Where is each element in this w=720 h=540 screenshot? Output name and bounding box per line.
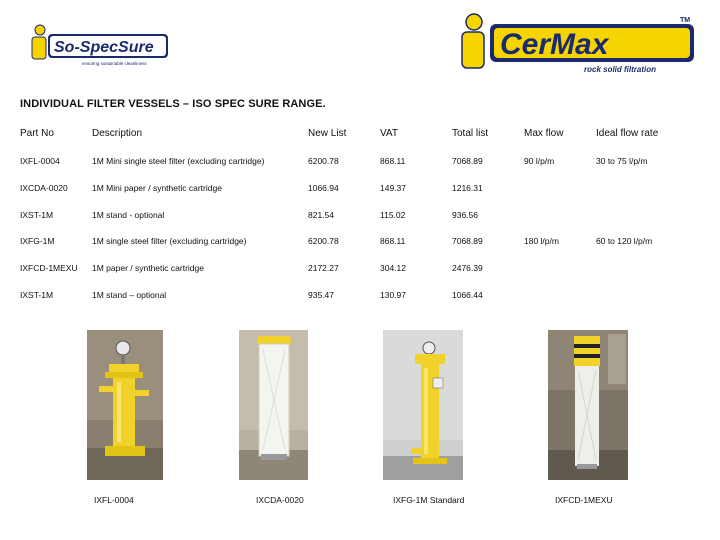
cell-new-list: 6200.78 (308, 156, 339, 166)
cell-vat: 304.12 (380, 263, 406, 273)
cell-description: 1M Mini single steel filter (excluding cartridge) (92, 156, 265, 166)
cell-description: 1M stand – optional (92, 290, 167, 300)
svg-text:CerMax: CerMax (500, 28, 609, 61)
cell-new-list: 821.54 (308, 210, 334, 220)
cell-new-list: 2172.27 (308, 263, 339, 273)
cell-total-list: 936.56 (452, 210, 478, 220)
cell-total-list: 1066.44 (452, 290, 483, 300)
header-max-flow: Max flow (524, 128, 564, 139)
cell-max-flow: 90 l/p/m (524, 156, 555, 166)
cell-part-no: IXFL-0004 (20, 156, 60, 166)
cell-max-flow: 180 l/p/m (524, 236, 559, 246)
photo-caption: IXFL-0004 (94, 495, 134, 505)
header-total-list: Total list (452, 128, 489, 139)
svg-text:So-SpecSure: So-SpecSure (54, 39, 154, 56)
cermax-logo (452, 10, 702, 74)
cell-vat: 149.37 (380, 183, 406, 193)
header-ideal-flow-rate: Ideal flow rate (596, 128, 659, 139)
photo-caption: IXCDA-0020 (256, 495, 304, 505)
header-part-no: Part No (20, 128, 54, 139)
cell-new-list: 6200.78 (308, 236, 339, 246)
page-heading: INDIVIDUAL FILTER VESSELS – ISO SPEC SURE RANGE. (20, 98, 326, 110)
header-vat: VAT (380, 128, 398, 139)
cell-part-no: IXFCD-1MEXU (20, 263, 78, 273)
cell-new-list: 935.47 (308, 290, 334, 300)
cell-description: 1M single steel filter (excluding cartridge) (92, 236, 247, 246)
cell-part-no: IXCDA-0020 (20, 183, 68, 193)
photo-ixfcd-1mexu (548, 330, 628, 480)
cell-description: 1M stand - optional (92, 210, 165, 220)
cell-part-no: IXFG-1M (20, 236, 55, 246)
photo-caption: IXFCD-1MEXU (555, 495, 613, 505)
header-description: Description (92, 128, 143, 139)
cell-part-no: IXST-1M (20, 290, 54, 300)
photo-ixfl-0004 (87, 330, 163, 480)
cell-vat: 868.11 (380, 156, 406, 166)
photo-ixfg-1m-standard (383, 330, 463, 480)
svg-text:TM: TM (680, 17, 691, 24)
so-spec-sure-logo (26, 22, 176, 68)
cell-new-list: 1066.94 (308, 183, 339, 193)
photo-caption: IXFG-1M Standard (393, 495, 465, 505)
cell-vat: 868.11 (380, 236, 406, 246)
svg-text:rock solid filtration: rock solid filtration (584, 65, 657, 74)
svg-text:ensuring sustainable cleanline: ensuring sustainable cleanliness (82, 61, 147, 66)
photo-ixcda-0020 (239, 330, 308, 480)
cell-total-list: 7068.89 (452, 156, 483, 166)
cell-part-no: IXST-1M (20, 210, 54, 220)
cell-description: 1M Mini paper / synthetic cartridge (92, 183, 222, 193)
cell-vat: 115.02 (380, 210, 406, 220)
cell-description: 1M paper / synthetic cartridge (92, 263, 204, 273)
cell-vat: 130.97 (380, 290, 406, 300)
header-new-list: New List (308, 128, 347, 139)
cell-ideal-flow: 30 to 75 l/p/m (596, 156, 648, 166)
cell-total-list: 7068.89 (452, 236, 483, 246)
cell-total-list: 1216.31 (452, 183, 483, 193)
cell-ideal-flow: 60 to 120 l/p/m (596, 236, 653, 246)
cell-total-list: 2476.39 (452, 263, 483, 273)
